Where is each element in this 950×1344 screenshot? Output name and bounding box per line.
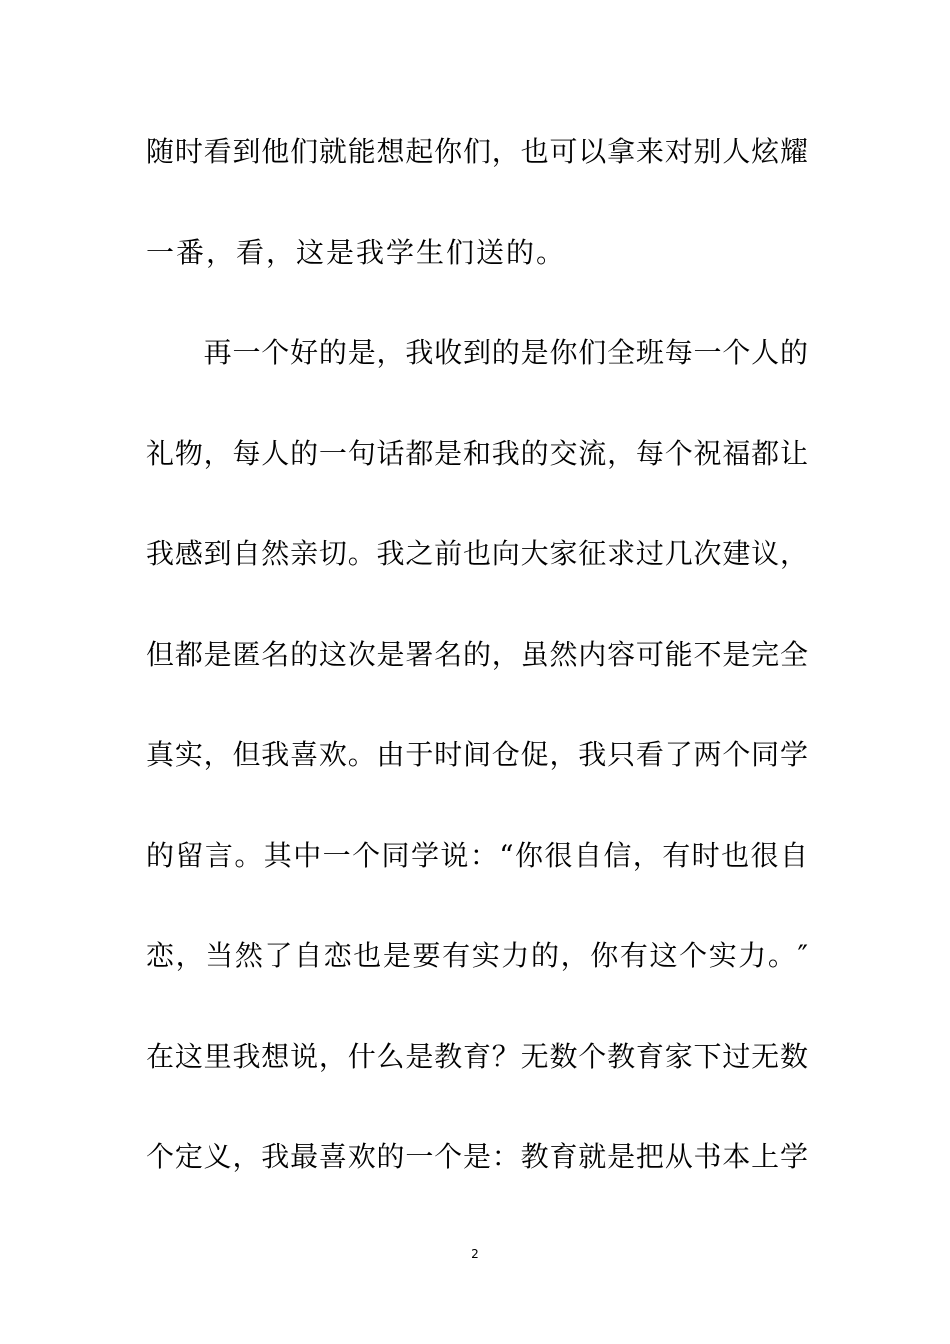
text-line: 随时看到他们就能想起你们，也可以拿来对别人炫耀 [146, 135, 808, 168]
text-line: 恋，当然了自恋也是要有实力的，你有这个实力。″ [146, 939, 808, 972]
text-line: 但都是匿名的这次是署名的，虽然内容可能不是完全 [146, 637, 808, 671]
text-line: 个定义，我最喜欢的一个是：教育就是把从书本上学 [146, 1140, 808, 1173]
page-number: 2 [471, 1247, 479, 1261]
text-line: 再一个好的是，我收到的是你们全班每一个人的 [146, 336, 808, 369]
text-line: 我感到自然亲切。我之前也向大家征求过几次建议， [146, 537, 808, 570]
text-line: 的留言。其中一个同学说：“你很自信，有时也很自 [146, 838, 808, 872]
text-line: 一番，看，这是我学生们送的。 [146, 235, 567, 269]
text-line: 在这里我想说，什么是教育？无数个教育家下过无数 [146, 1039, 808, 1073]
text-line: 真实，但我喜欢。由于时间仓促，我只看了两个同学 [146, 738, 808, 771]
body-text [146, 124, 808, 1230]
text-line: 礼物，每人的一句话都是和我的交流，每个祝福都让 [146, 436, 808, 470]
